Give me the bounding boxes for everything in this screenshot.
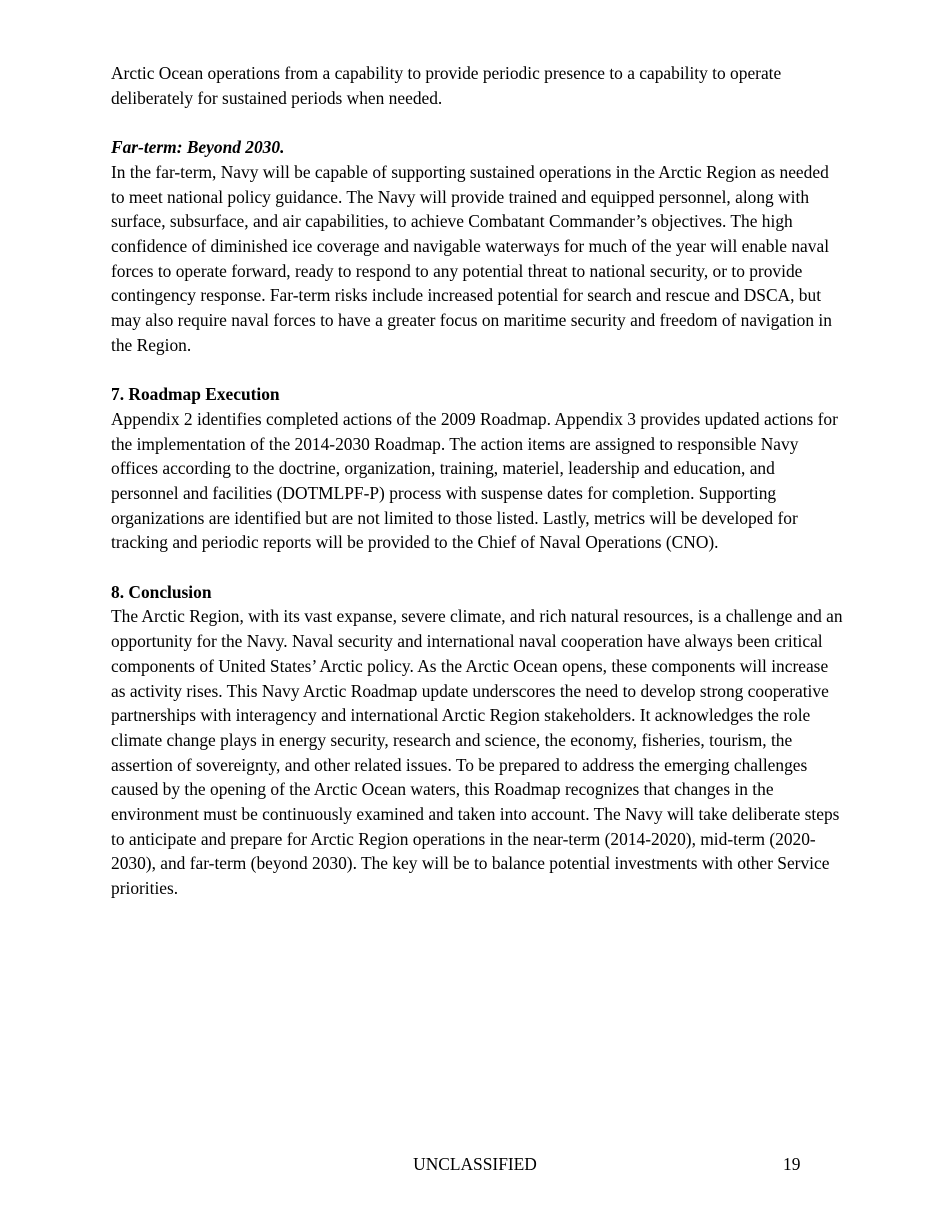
intro-paragraph: Arctic Ocean operations from a capability to provide periodic presence to a capability to operate deliberately for sustained periods when needed.: [111, 63, 782, 108]
conclusion-paragraph: The Arctic Region, with its vast expanse, severe climate, and rich natural resources, is a challenge and an opportunity for the Navy. Naval security and international naval cooperation have always been critical components of United States’ Arctic policy. As the Arctic Ocean opens, these components will increase as activity rises. This Navy Arctic Roadmap update underscores the need to develop strong cooperative partnerships with interagency and international Arctic Region stakeholders. It acknowledges the role climate change plays in energy security, research and science, the economy, fisheries, tourism, the assertion of sovereignty, and other related issues. To be prepared to address the emerging challenges caused by the opening of the Arctic Ocean waters, this Roadmap recognizes that changes in the environment must be continuously examined and taken into account. The Navy will take deliberate steps to anticipate and prepare for Arctic Region operations in the near-term (2014-2020), mid-term (2020-2030), and far-term (beyond 2030). The key will be to balance potential investments with other Service priorities.: [111, 606, 843, 899]
page-content: [111, 61, 845, 901]
roadmap-execution-section: [111, 382, 845, 555]
page-number: 19: [783, 1154, 801, 1174]
roadmap-execution-paragraph: Appendix 2 identifies completed actions of the 2009 Roadmap. Appendix 3 provides updated actions for the implementation of the 2014-2030 Roadmap. The action items are assigned to responsible Navy offices according to the doctrine, organization, training, materiel, leadership and education, and personnel and facilities (DOTMLPF-P) process with suspense dates for completion. Supporting organizations are identified but are not limited to those listed. Lastly, metrics will be developed for tracking and periodic reports will be provided to the Chief of Naval Operations (CNO).: [111, 408, 838, 553]
far-term-paragraph: In the far-term, Navy will be capable of supporting sustained operations in the Arctic Region as needed to meet national policy guidance. The Navy will provide trained and equipped personnel, along with surface, subsurface, and air capabilities, to achieve Combatant Commander’s objectives. The high confidence of diminished ice coverage and navigable waterways for much of the year will enable naval forces to operate forward, ready to respond to any potential threat to national security, or to provide contingency response. Far-term risks include increased potential for search and rescue and DSCA, but may also require naval forces to have a greater focus on maritime security and freedom of navigation in the Region.: [111, 161, 832, 355]
roadmap-execution-heading: 7. Roadmap Execution: [111, 384, 280, 405]
conclusion-heading: 8. Conclusion: [111, 581, 212, 602]
classification-footer: UNCLASSIFIED: [413, 1154, 537, 1174]
far-term-section: [111, 135, 845, 357]
far-term-heading: Far-term: Beyond 2030.: [111, 137, 285, 158]
conclusion-section: [111, 580, 845, 901]
